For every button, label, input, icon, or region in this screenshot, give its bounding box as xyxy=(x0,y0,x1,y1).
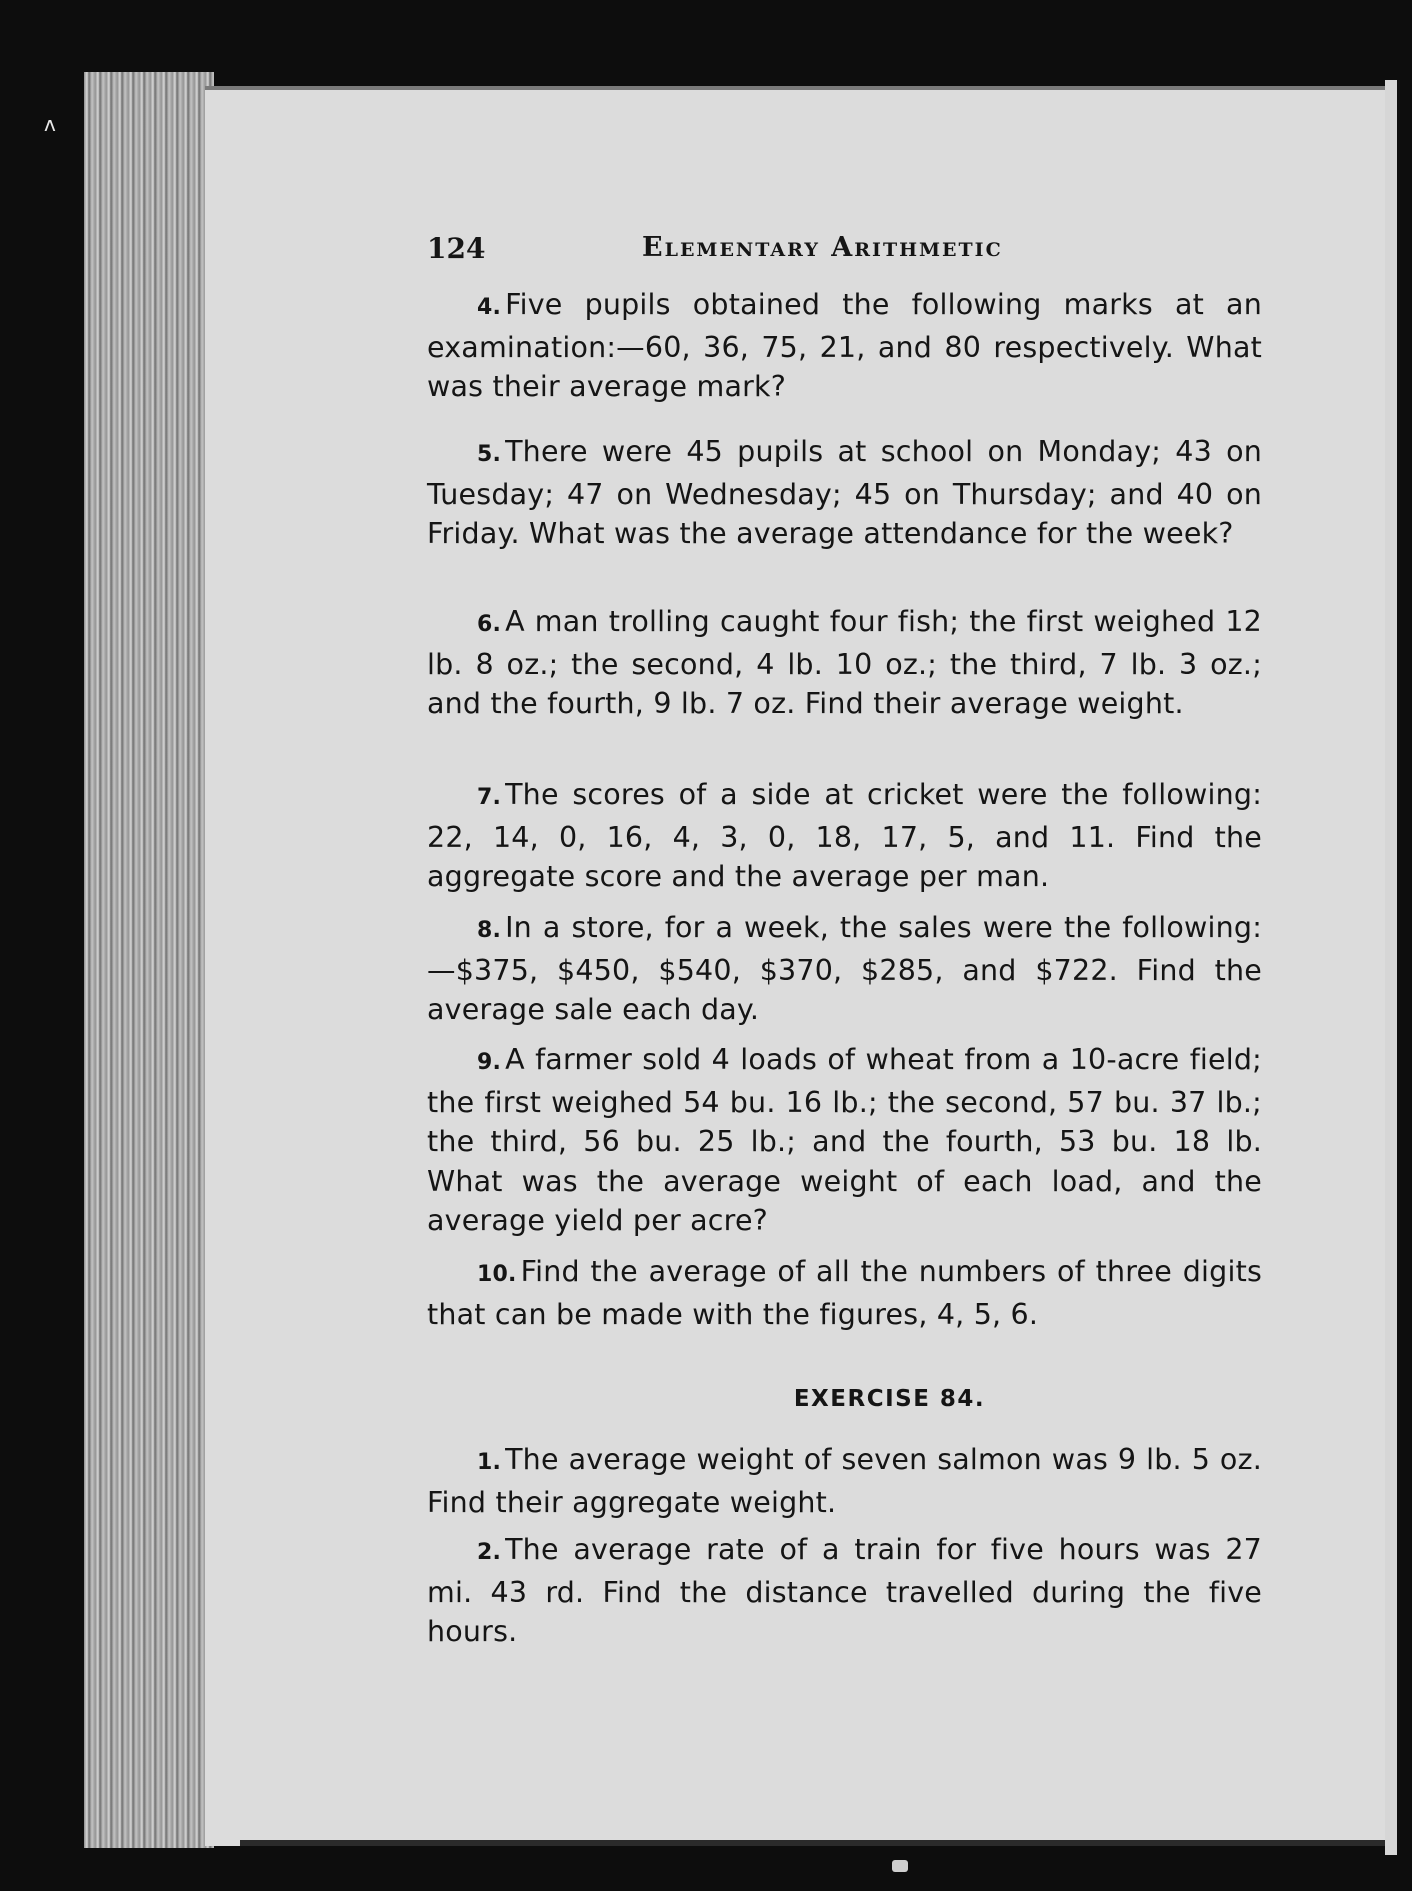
problem-number: 2. xyxy=(477,1540,502,1565)
problem-number: 5. xyxy=(477,442,502,467)
page-bottom-edge xyxy=(240,1840,1385,1846)
problem-text: The average weight of seven salmon was 9 lb. 5 oz. Find their aggregate weight. xyxy=(427,1443,1262,1519)
problem-10 xyxy=(427,1252,1262,1334)
page-stack-edge xyxy=(84,72,214,1848)
problem-6 xyxy=(427,602,1262,724)
problem-text: A farmer sold 4 loads of wheat from a 10-acre field; the first weighed 54 bu. 16 lb.; the second, 57 bu. 37 lb.; the third, 56 bu. 25 lb.; and the fourth, 53 bu. 18 lb. What was the average weight of each load, and the average yield per acre? xyxy=(427,1043,1262,1237)
problem-number: 9. xyxy=(477,1050,502,1075)
problem-number: 4. xyxy=(477,295,502,320)
exercise-problem-2 xyxy=(427,1530,1262,1652)
problem-text: A man trolling caught four fish; the first weighed 12 lb. 8 oz.; the second, 4 lb. 10 oz.; the third, 7 lb. 3 oz.; and the fourth, 9 lb. 7 oz. Find their average weight. xyxy=(427,605,1262,720)
problem-text: The average rate of a train for five hours was 27 mi. 43 rd. Find the distance travelled during the five hours. xyxy=(427,1533,1262,1648)
page-top-edge xyxy=(205,86,1385,90)
problem-text: Find the average of all the numbers of three digits that can be made with the figures, 4, 5, 6. xyxy=(427,1255,1262,1331)
problem-9 xyxy=(427,1040,1262,1241)
problem-text: There were 45 pupils at school on Monday; 43 on Tuesday; 47 on Wednesday; 45 on Thursday; and 40 on Friday. What was the average attendance for the week? xyxy=(427,435,1262,550)
problem-number: 10. xyxy=(477,1262,517,1287)
problem-number: 8. xyxy=(477,918,502,943)
problem-5 xyxy=(427,432,1262,554)
right-page-strip xyxy=(1385,80,1397,1855)
running-title: Elementary Arithmetic xyxy=(642,232,1003,263)
problem-number: 1. xyxy=(477,1450,502,1475)
problem-4 xyxy=(427,285,1262,407)
problem-text: Five pupils obtained the following marks at an examination:—60, 36, 75, 21, and 80 respectively. What was their average mark? xyxy=(427,288,1262,403)
corner-mark: ʌ xyxy=(44,112,56,136)
problem-text: The scores of a side at cricket were the following: 22, 14, 0, 16, 4, 3, 0, 18, 17, 5, and 11. Find the aggregate score and the average per man. xyxy=(427,778,1262,893)
page-number: 124 xyxy=(427,232,486,265)
page-header xyxy=(427,232,1262,272)
exercise-heading: EXERCISE 84. xyxy=(793,1386,986,1412)
exercise-problem-1 xyxy=(427,1440,1262,1522)
problem-7 xyxy=(427,775,1262,897)
bottom-mark xyxy=(892,1860,908,1872)
problem-number: 7. xyxy=(477,785,502,810)
problem-text: In a store, for a week, the sales were the following:—$375, $450, $540, $370, $285, and $722. Find the average sale each day. xyxy=(427,911,1262,1026)
problem-number: 6. xyxy=(477,612,502,637)
problem-8 xyxy=(427,908,1262,1030)
